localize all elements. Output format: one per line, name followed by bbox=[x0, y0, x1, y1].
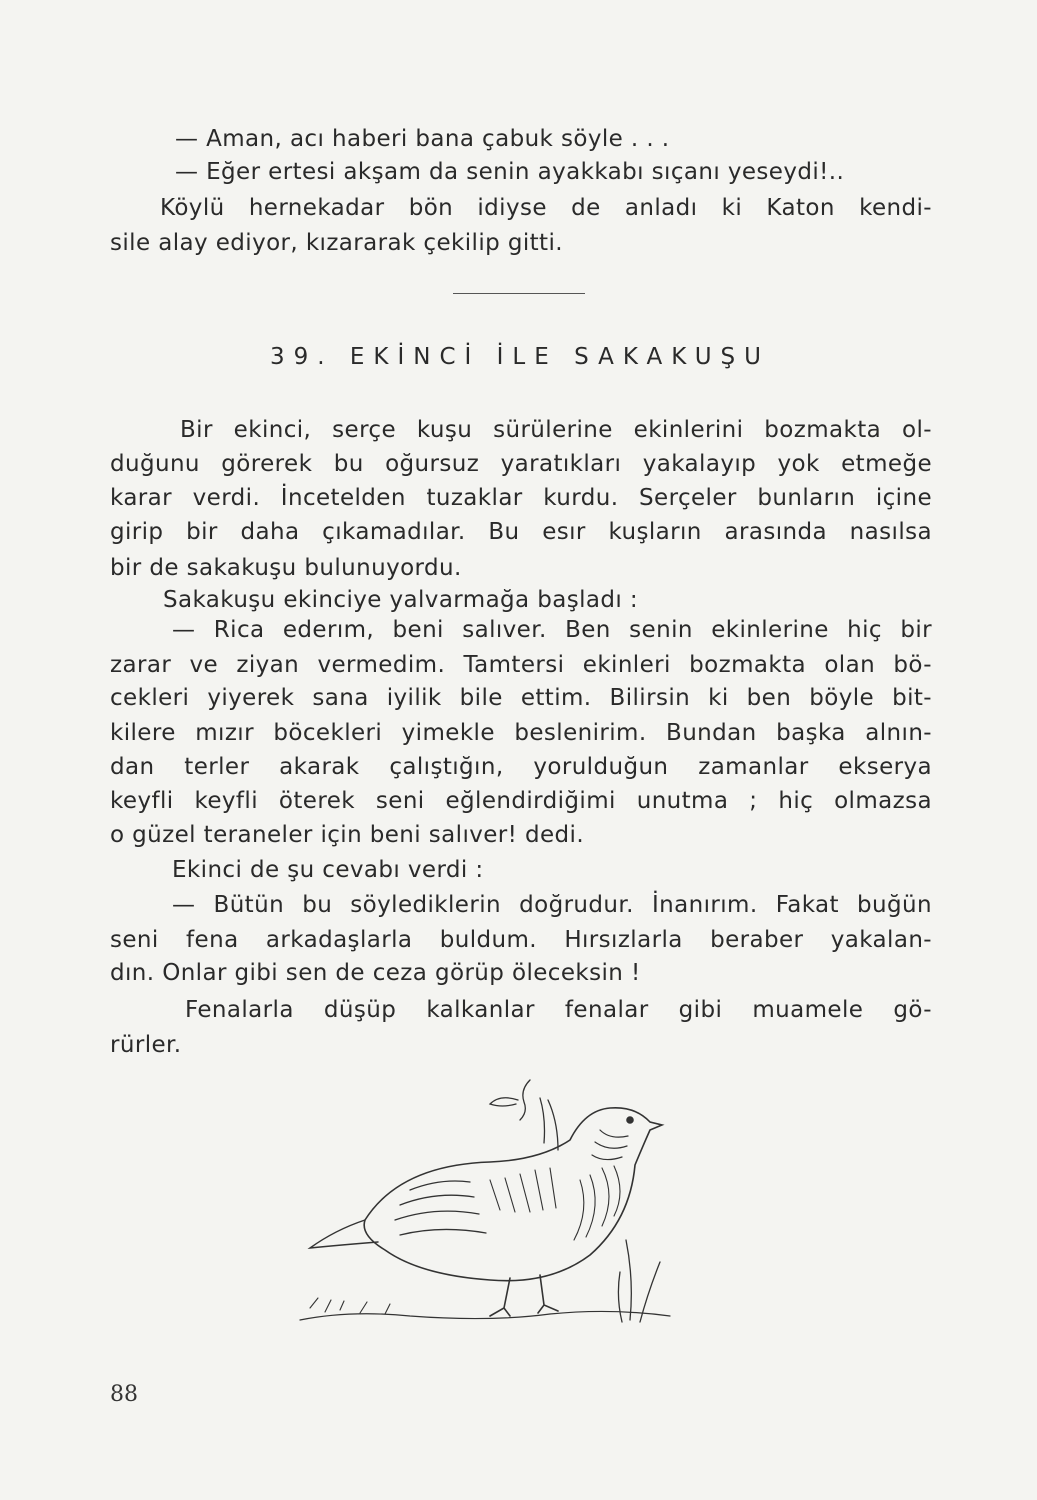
story-line: Sakakuşu ekinciye yalvarmağa başladı : bbox=[163, 587, 639, 613]
story-line: o güzel teraneler için beni salıver! dedi. bbox=[110, 822, 585, 848]
section-divider bbox=[453, 293, 585, 294]
story-line: rürler. bbox=[110, 1032, 182, 1058]
partridge-illustration bbox=[290, 1070, 690, 1340]
story-line: karar verdi. İncetelden tuzaklar kurdu. Serçeler bunların içine bbox=[110, 485, 932, 511]
story-line: — Bütün bu söylediklerin doğrudur. İnanırım. Fakat buğün bbox=[172, 892, 932, 918]
story-line: duğunu görerek bu oğursuz yaratıkları yakalayıp yok etmeğe bbox=[110, 451, 932, 477]
dialog-line: sile alay ediyor, kızararak çekilip gitti. bbox=[110, 230, 563, 256]
story-line: girip bir daha çıkamadılar. Bu esır kuşların arasında nasılsa bbox=[110, 519, 932, 545]
story-line: Fenalarla düşüp kalkanlar fenalar gibi muamele gö- bbox=[185, 997, 932, 1023]
story-line: Bir ekinci, serçe kuşu sürülerine ekinlerini bozmakta ol- bbox=[180, 417, 932, 443]
story-line: seni fena arkadaşlarla buldum. Hırsızlarla beraber yakalan- bbox=[110, 927, 932, 953]
page-number: 88 bbox=[110, 1382, 138, 1407]
story-line: bir de sakakuşu bulunuyordu. bbox=[110, 555, 462, 581]
story-line: — Rica ederım, beni salıver. Ben senin ekinlerine hiç bir bbox=[172, 617, 932, 643]
story-line: dın. Onlar gibi sen de ceza görüp öleceksin ! bbox=[110, 960, 641, 986]
dialog-line: — Aman, acı haberi bana çabuk söyle . . . bbox=[175, 126, 670, 152]
story-line: dan terler akarak çalıştığın, yorulduğun zamanlar ekserya bbox=[110, 754, 932, 780]
story-line: Ekinci de şu cevabı verdi : bbox=[172, 857, 484, 883]
story-line: zarar ve ziyan vermedim. Tamtersi ekinleri bozmakta olan bö- bbox=[110, 652, 932, 678]
story-line: cekleri yiyerek sana iyilik bile ettim. Bilirsin ki ben böyle bit- bbox=[110, 685, 932, 711]
story-line: keyfli keyfli öterek seni eğlendirdiğimi unutma ; hiç olmazsa bbox=[110, 788, 932, 814]
story-line: kilere mızır böcekleri yimekle beslenirim. Bundan başka alnın- bbox=[110, 720, 932, 746]
dialog-line: — Eğer ertesi akşam da senin ayakkabı sıçanı yeseydi!.. bbox=[175, 159, 845, 185]
story-title: 39. EKİNCİ İLE SAKAKUŞU bbox=[270, 344, 770, 370]
dialog-line: Köylü hernekadar bön idiyse de anladı ki Katon kendi- bbox=[160, 195, 932, 221]
